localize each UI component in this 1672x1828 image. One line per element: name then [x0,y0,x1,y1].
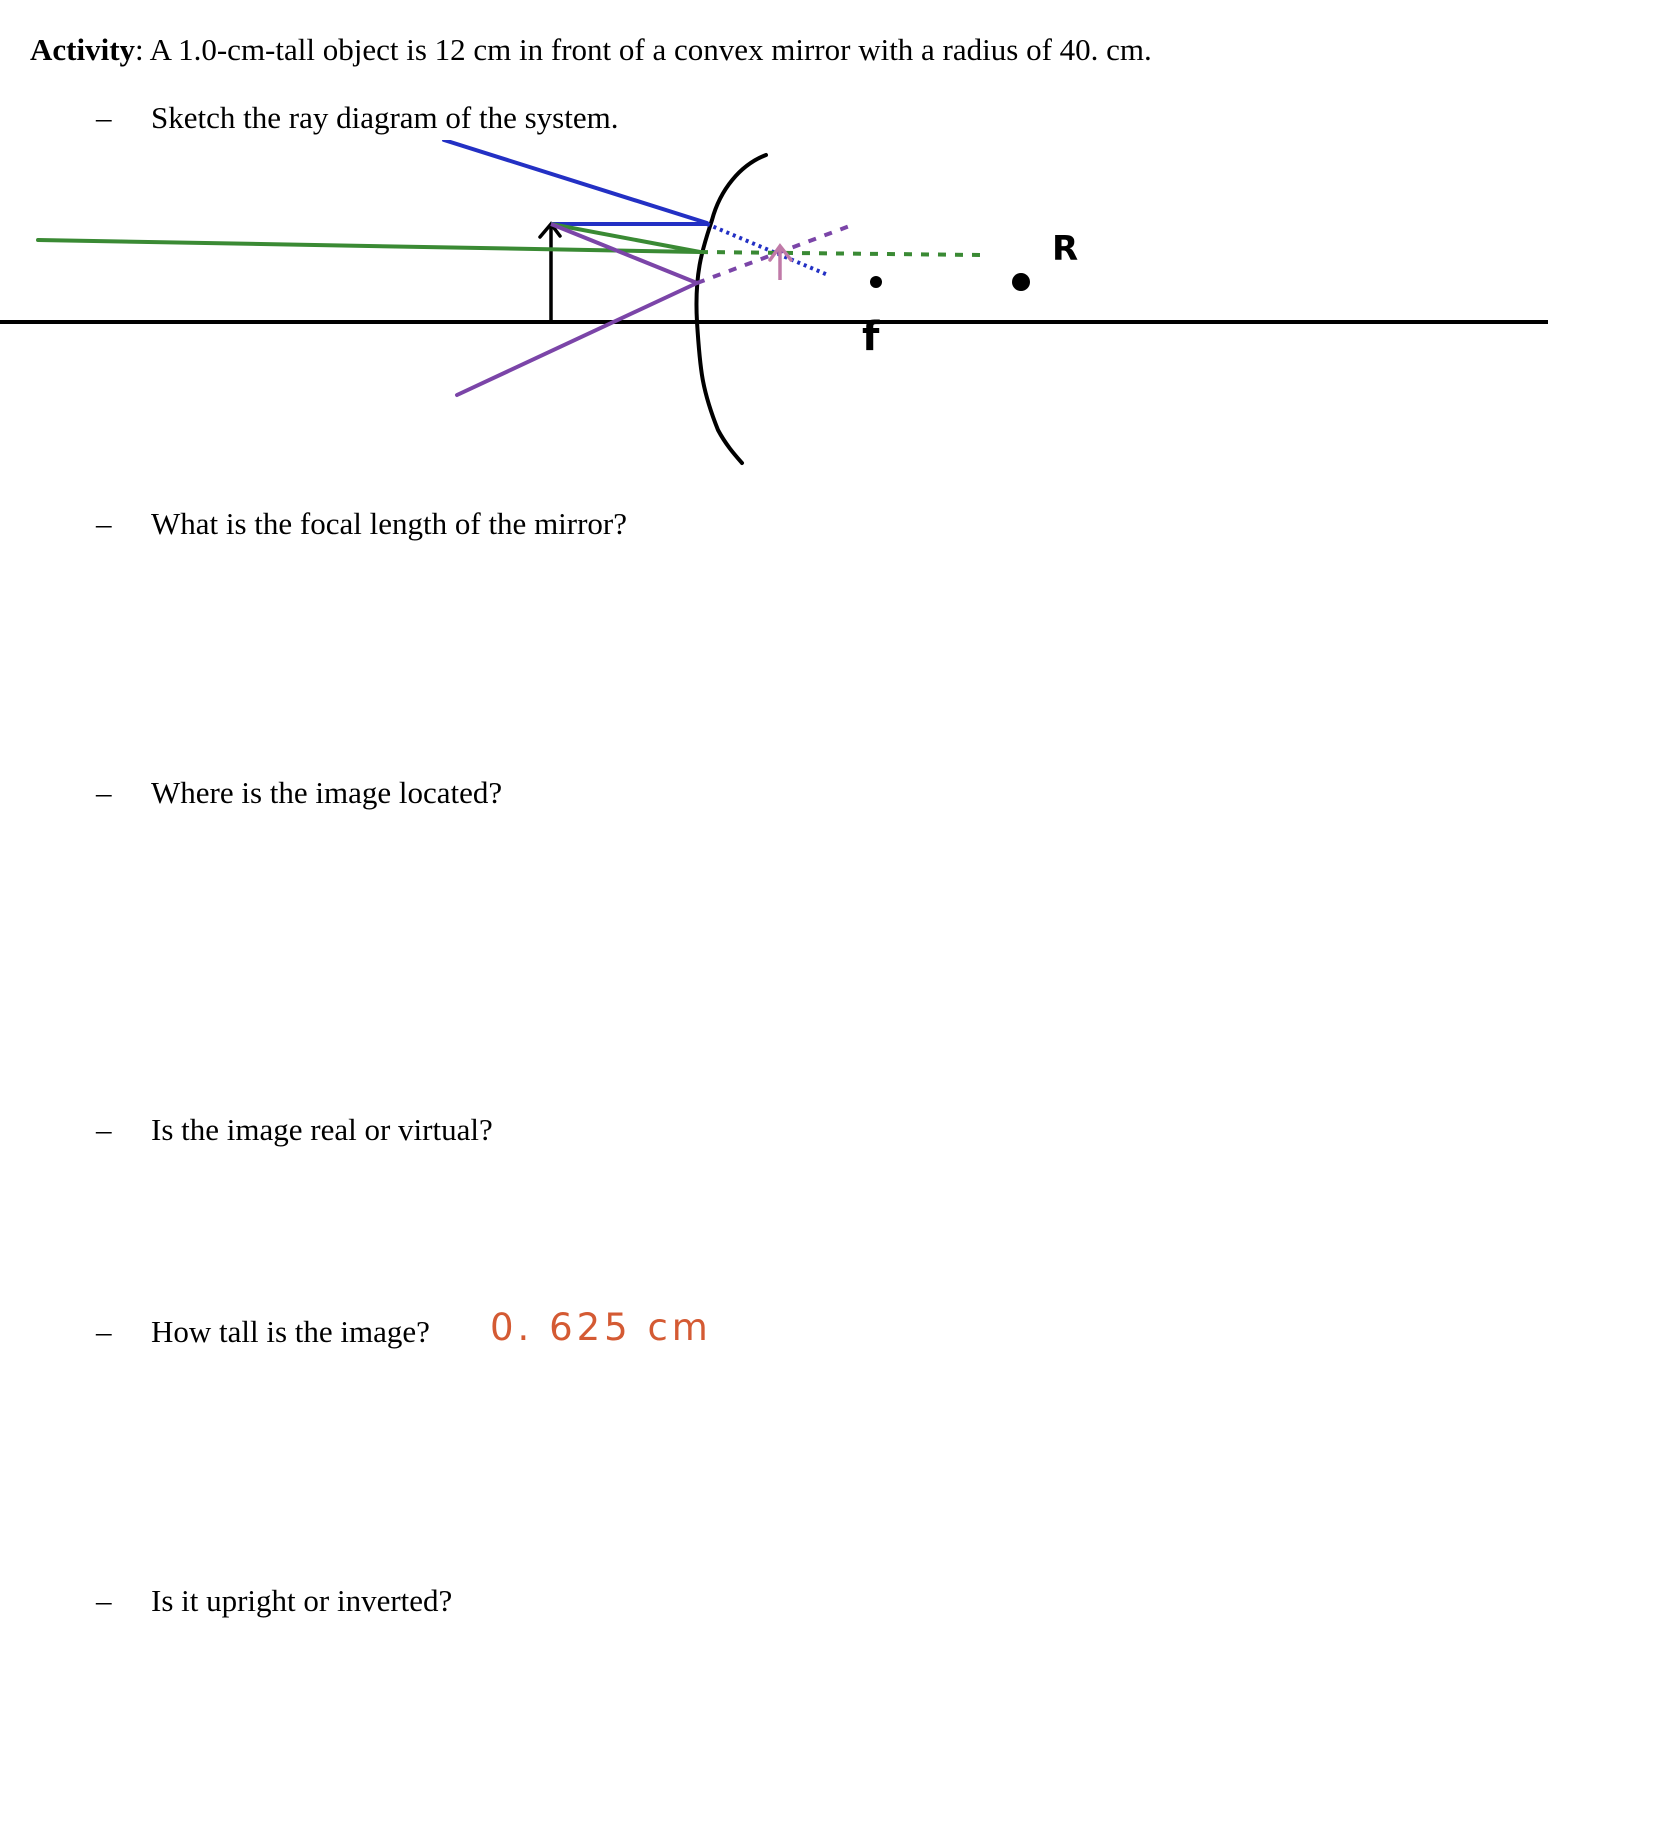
convex-mirror [696,155,766,463]
blue-ray-virtual [707,224,828,275]
question-6 [96,1581,452,1621]
activity-text: : A 1.0-cm-tall object is 12 cm in front of a convex mirror with a radius of 40. cm. [135,32,1152,67]
question-text: Is it upright or inverted? [151,1583,453,1618]
question-4 [96,1110,493,1150]
image-height-answer: 0. 625 cm [490,1306,712,1349]
activity-label: Activity [30,32,136,67]
question-text: Is the image real or virtual? [151,1112,493,1147]
activity-heading [30,30,1152,70]
green-ray-virtual [700,252,980,255]
ray-diagram [0,140,1672,490]
bullet-dash: – [96,775,112,810]
purple-ray-reflected [457,283,697,395]
bullet-dash: – [96,100,112,135]
focal-point-dot [870,276,882,288]
radius-label: R [1052,229,1079,269]
focal-label: f [862,314,880,360]
question-1 [96,98,618,138]
question-5 [96,1312,430,1352]
radius-point-dot [1012,273,1030,291]
question-text: Sketch the ray diagram of the system. [151,100,619,135]
question-text: What is the focal length of the mirror? [151,506,628,541]
question-3 [96,773,502,813]
question-text: Where is the image located? [151,775,503,810]
bullet-dash: – [96,1583,112,1618]
question-text: How tall is the image? [151,1314,430,1349]
blue-ray-incoming [444,140,707,223]
bullet-dash: – [96,1112,112,1147]
bullet-dash: – [96,1314,112,1349]
question-2 [96,504,627,544]
bullet-dash: – [96,506,112,541]
